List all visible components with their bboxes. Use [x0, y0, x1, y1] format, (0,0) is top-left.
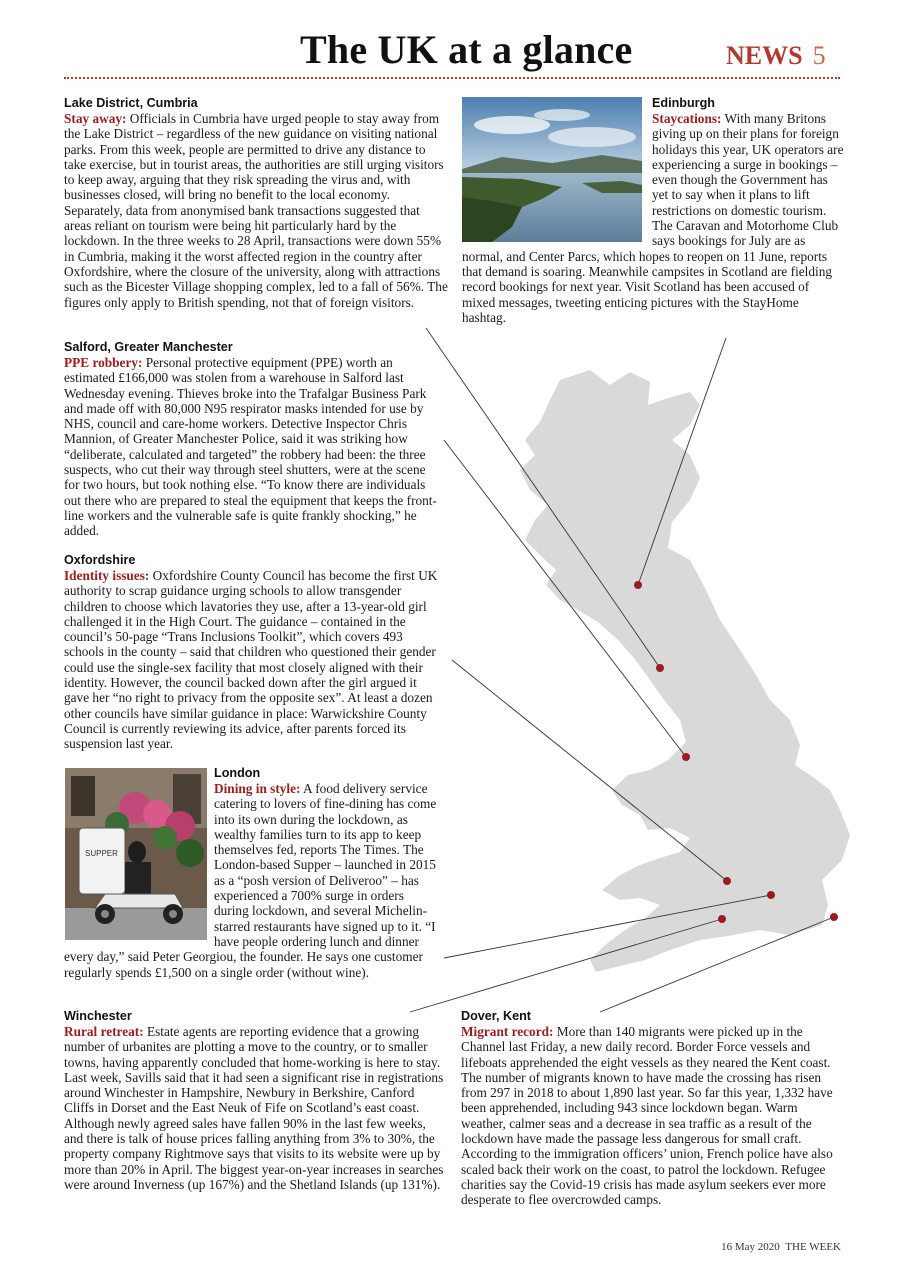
pin-dover — [830, 913, 838, 921]
article-body: With many Britons giving up on their plans for foreign holidays this year, UK operators are experiencing a surge in bookings – even though the Government has yet to say when it plans to lift restrictions on domestic tourism. The Caravan and Motorhome Club says bookings for July are as normal, and Center Parcs, which hopes to reopen on 11 June, reports that demand is soaring. Meanwhile campsites in Scotland are fielding record bookings for next year. Visit Scotland has been accused of mixed messages, tweeting enticing pictures with the StayHome hashtag. — [462, 111, 844, 325]
article-lead: Identity issues: — [64, 568, 150, 583]
article-london — [64, 766, 440, 980]
article-oxfordshire — [64, 553, 440, 752]
pin-oxfordshire — [723, 877, 731, 885]
article-body: Estate agents are reporting evidence that a growing number of urbanites are plotting a move to the country, or to smaller towns, having apparently concluded that home-working is here to stay. Last week, Savills said that it had seen a significant rise in registrations around Winchester in Hampshire, Newbury in Berkshire, Canford Cliffs in Dorset and the East Neuk of Fife on Scotland’s east coast. Although newly agreed sales have fallen 90% in the last few weeks, and there is talk of house prices falling anything from 3% to 30%, the property company Rightmove says that visits to its website were up by more than 20% in April. The biggest year-on-year increases in searches were around Inverness (up 167%) and the Shetland Islands (up 131%). — [64, 1024, 444, 1192]
photo-wrap-spacer — [462, 111, 652, 241]
article-lead: Rural retreat: — [64, 1024, 144, 1039]
article-body: A food delivery service catering to lovers of fine-dining has come into its own during the lockdown, as wealthy families turn to its app to keep themselves fed, reports The Times. The London-based Supper – launched in 2015 as a “posh version of Deliveroo” – has experienced a 700% surge in orders during lockdown, and several Michelin-starred restaurants have signed up to it. “I have people ordering lunch and dinner every day,” said Peter Georgiou, the founder. He says one customer regularly spends £1,500 on a single order (without wine). — [64, 781, 437, 980]
page-footer — [721, 1241, 841, 1253]
leader-line-winchester — [410, 919, 722, 1012]
article-heading: Oxfordshire — [64, 553, 136, 567]
article-lead: Staycations: — [652, 111, 722, 126]
article-heading: Winchester — [64, 1009, 132, 1023]
page-number: 5 — [812, 41, 826, 70]
footer-publication: THE WEEK — [785, 1241, 841, 1253]
article-winchester — [64, 1009, 444, 1192]
article-lead: Migrant record: — [461, 1024, 554, 1039]
article-body: More than 140 migrants were picked up in the Channel last Friday, a new daily record. Border Force vessels and lifeboats apprehended the eight vessels as they neared the Kent coast. The number of migrants known to have made the crossing has risen from 297 in 2018 to about 1,890 last year. So far this year, 1,332 have been apprehended, including 943 since lockdown began. Warm weather, calmer seas and a decrease in sea traffic as a result of the lockdown have made the passage less dangerous for small craft. According to the immigration officers’ union, French police have also scaled back their work on the coast, to patrol the lockdown. Refugee charities say the Covid-19 crisis has made asylum seekers ever more desperate to flee overcrowded camps. — [461, 1024, 833, 1208]
article-lake-district — [64, 96, 448, 310]
section-name: NEWS — [726, 41, 803, 70]
article-body: Officials in Cumbria have urged people to stay away from the Lake District – regardless of the new guidance on visiting national parks. From this week, people are permitted to drive any distance to take exercise, but in tourist areas, the authorities are still urging visitors to keep away, arguing that they risk spreading the virus and, with businesses closed, will bring no benefit to the local economy. Separately, data from anonymised bank transactions suggested that areas reliant on tourism were being hit particularly hard by the lockdown. In the three weeks to 28 April, transactions were down 55% in Cumbria, making it the worst affected region in the country after Oxfordshire, where the closure of the university, along with attractions such as the Bicester Village shopping complex, led to a fall of 56%. The figures only apply to British spending, not that of foreign visitors. — [64, 111, 448, 310]
article-heading: Lake District, Cumbria — [64, 96, 198, 110]
article-salford — [64, 340, 438, 539]
article-edinburgh-top — [652, 96, 844, 111]
uk-mainland-shape — [520, 370, 850, 972]
pin-lake-district — [656, 664, 664, 672]
article-lead: PPE robbery: — [64, 355, 143, 370]
footer-date: 16 May 2020 — [721, 1241, 780, 1253]
article-lead: Dining in style: — [214, 781, 301, 796]
photo-wrap-spacer — [64, 766, 214, 942]
article-body: Oxfordshire County Council has become the first UK authority to scrap guidance urging schools to allow transgender children to choose which lavatories they use, after a 13-year-old girl challenged it in the High Court. The guidance – contained in the council’s 50-page “Trans Inclusions Toolkit”, which covers 493 schools in the county – said that children who questioned their gender could use the single-sex facility that most closely aligned with their identity. However, the council backed down after the girl argued it gave her “no right to privacy from the opposite sex”. At least a dozen other councils have similar guidance in place: Warwickshire County Council is currently reviewing its advice, after parents forced its suspension last year. — [64, 568, 438, 752]
article-heading: Edinburgh — [652, 96, 715, 110]
article-heading: Dover, Kent — [461, 1009, 531, 1023]
article-lead: Stay away: — [64, 111, 127, 126]
page-title: The UK at a glance — [300, 27, 633, 72]
article-body: Personal protective equipment (PPE) worth an estimated £166,000 was stolen from a warehouse in Salford last Wednesday evening. Thieves broke into the Trafalgar Business Park and made off with 80,000 N95 respirator masks intended for use by NHS, council and care-home workers. Detective Inspector Chris Mannion, of Greater Manchester Police, said it was striking how “deliberate, calculated and targeted” the robbery had been: the three suspects, who cut their way through steel shutters, were at the scene for two hours, but took nothing else. “To know there are individuals out there who are prepared to steal the equipment that keeps the front-line workers and the vulnerable safe is quite frankly shocking,” he added. — [64, 355, 437, 539]
pin-london — [767, 891, 775, 899]
article-edinburgh — [462, 111, 844, 325]
pin-edinburgh — [634, 581, 642, 589]
pin-winchester — [718, 915, 726, 923]
pin-salford — [682, 753, 690, 761]
article-heading: London — [214, 766, 261, 780]
article-heading: Salford, Greater Manchester — [64, 340, 233, 354]
article-dover — [461, 1009, 843, 1208]
scooter-sign-text: SUPPER — [85, 849, 118, 858]
